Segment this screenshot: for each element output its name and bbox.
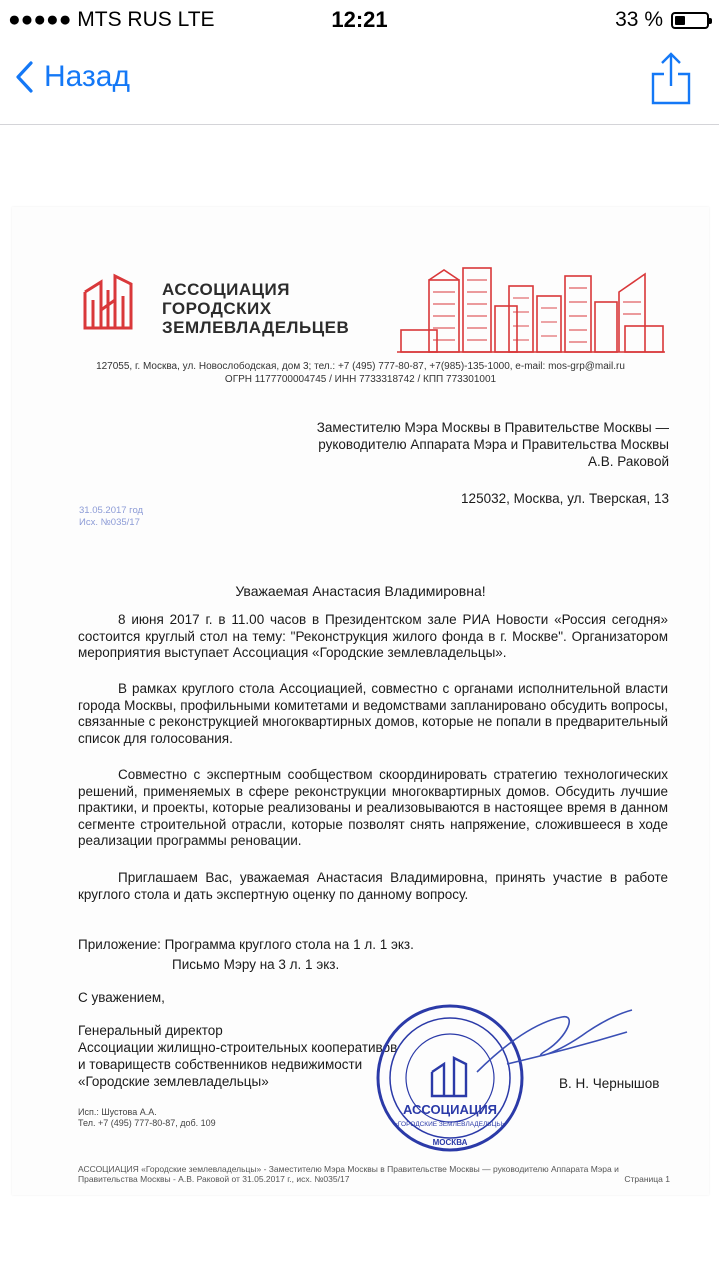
chevron-left-icon	[14, 60, 34, 94]
signer-position: Генеральный директор Ассоциации жилищно-строительных кооперативов и товариществ собственников недвижимости «Городские землевладельцы»	[78, 1023, 398, 1089]
sender-registration: ОГРН 1177700004745 / ИНН 7733318742 / КПП 773301001	[224, 374, 497, 385]
share-icon	[651, 52, 691, 106]
page-number: Страница 1	[624, 1174, 670, 1184]
recipient-block: Заместителю Мэра Москвы в Правительстве Москвы — руководителю Аппарата Мэра и Правительства Москвы А.В. Раковой	[316, 420, 669, 469]
back-button[interactable]	[14, 60, 130, 94]
paragraph-1: 8 июня 2017 г. в 11.00 часов в Президентском зале РИА Новости «Россия сегодня» состоится круглый стол на тему: "Реконструкция жилого фонда в г. Москве". Организатором мероприятия выступает Ассоциация «Городские землевладельцы».	[78, 612, 668, 661]
svg-text:«ГОРОДСКИЕ ЗЕМЛЕВЛАДЕЛЬЦЫ»: «ГОРОДСКИЕ ЗЕМЛЕВЛАДЕЛЬЦЫ»	[394, 1121, 506, 1128]
battery-indicator	[615, 8, 709, 32]
paragraph-3: Совместно с экспертным сообществом скоординировать стратегию технологических решений, применяемых в сфере реконструкции многоквартирных домов. Обсудить лучшие практики, и проекты, которые реализованы и реализовываются в настоящее время в данном сегменте строительной отрасли, которые позволят снять напряжение, сложившееся в ходе реализации программы реновации.	[78, 767, 668, 849]
sender-address: 127055, г. Москва, ул. Новослободская, дом 3; тел.: +7 (495) 777-80-87, +7(985)-135-1000, e-mail: mos-grp@mail.ru	[96, 361, 625, 372]
outgoing-date: 31.05.2017 год Исх. №035/17	[79, 505, 144, 528]
navigation-bar	[0, 40, 719, 125]
svg-text:АССОЦИАЦИЯ: АССОЦИАЦИЯ	[402, 1102, 498, 1117]
battery-percent: 33 %	[615, 8, 663, 31]
svg-text:МОСКВА: МОСКВА	[432, 1138, 468, 1147]
letter-footer: АССОЦИАЦИЯ «Городские землевладельцы» - Заместителю Мэра Москвы в Правительстве Москвы — руководителю Аппарата Мэра и Правительства Москвы - А.В. Раковой от 31.05.2017 г., исх. №035/17 Страница 1	[78, 1164, 670, 1184]
letter-page	[12, 207, 709, 1195]
attachment-line-1: Приложение: Программа круглого стола на 1 л. 1 экз.	[78, 937, 414, 952]
carrier-label: ●●●●● MTS RUS LTE	[8, 8, 215, 31]
regards: С уважением,	[78, 990, 165, 1005]
clock: 12:21	[331, 7, 388, 32]
recipient-address: 125032, Москва, ул. Тверская, 13	[461, 491, 669, 506]
battery-icon	[671, 12, 709, 29]
executor-info: Исп.: Шустова А.А. Тел. +7 (495) 777-80-87, доб. 109	[78, 1107, 216, 1128]
status-bar	[0, 0, 719, 40]
association-logo-icon	[82, 270, 134, 332]
signer-name: В. Н. Чернышов	[559, 1076, 660, 1091]
organization-name: АССОЦИАЦИЯ ГОРОДСКИХ ЗЕМЛЕВЛАДЕЛЬЦЕВ	[162, 280, 350, 337]
city-skyline-icon	[397, 262, 665, 354]
back-button-label: Назад	[44, 60, 130, 93]
attachment-line-2: Письмо Мэру на 3 л. 1 экз.	[172, 957, 340, 972]
paragraph-4: Приглашаем Вас, уважаемая Анастасия Владимировна, принять участие в работе круглого стола и дать экспертную оценку по данному вопросу.	[78, 870, 668, 902]
share-button[interactable]	[651, 52, 691, 111]
paragraph-2: В рамках круглого стола Ассоциацией, совместно с органами исполнительной власти города Москвы, профильными комитетами и ведомствами запланировано обсудить вопросы, связанные с реконструкцией многоквартирных домов, которые не попали в предварительный список для голосования.	[78, 681, 668, 746]
greeting: Уважаемая Анастасия Владимировна!	[235, 583, 486, 599]
